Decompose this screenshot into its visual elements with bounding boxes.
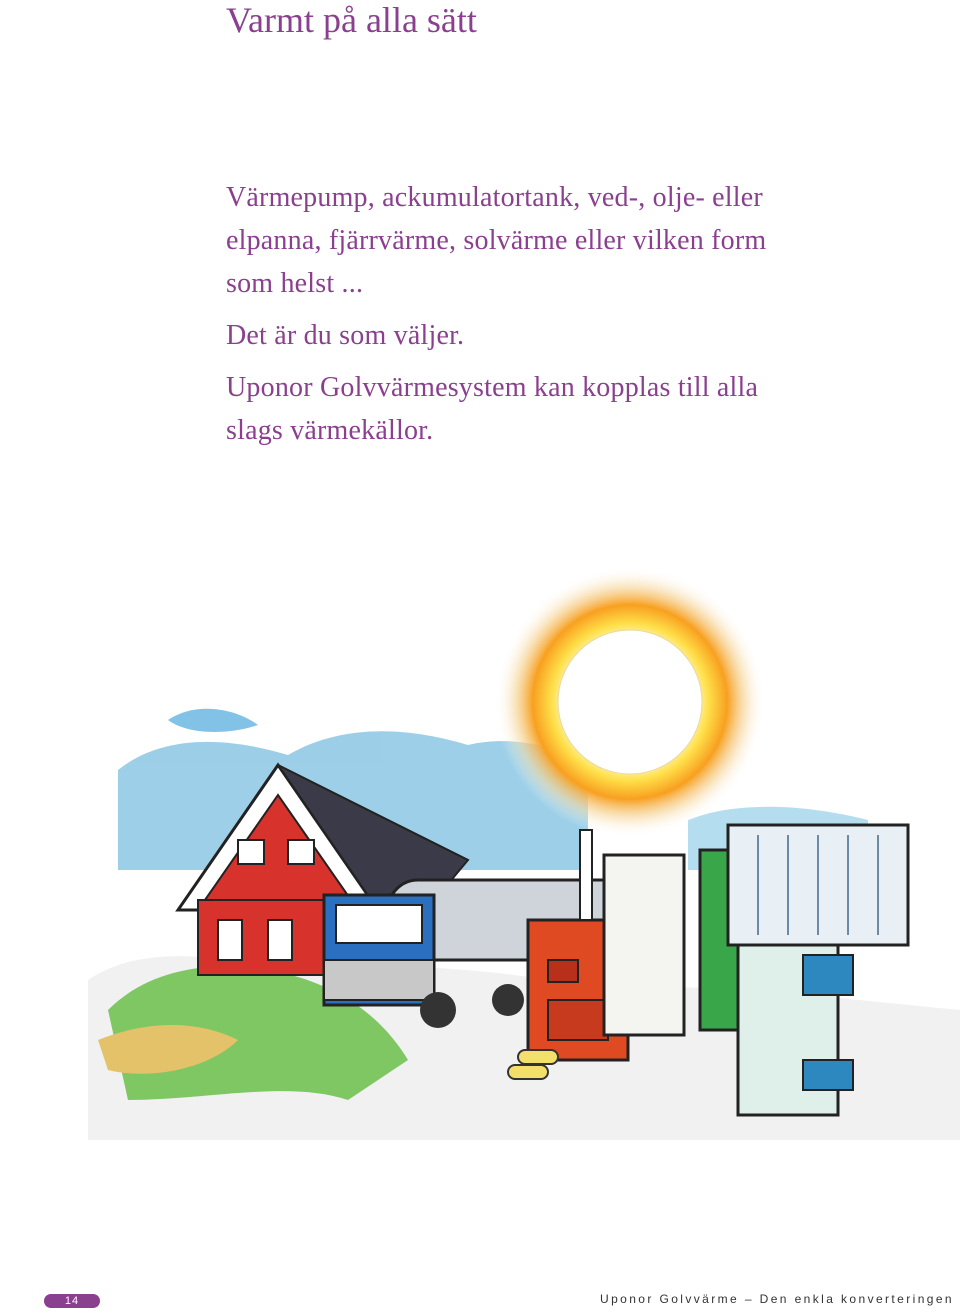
- text-line: Uponor Golvvärmesystem kan kopplas till alla: [226, 372, 759, 403]
- intro-paragraph: [226, 176, 766, 305]
- heat-pump-icon: [738, 945, 853, 1115]
- page-number-badge: 14: [44, 1294, 100, 1308]
- choice-paragraph: [226, 314, 464, 357]
- accumulator-tank-icon: [604, 855, 684, 1035]
- text-line: som helst ...: [226, 268, 364, 299]
- radiator-icon: [728, 825, 908, 945]
- text-line: slags värmekällor.: [226, 415, 434, 446]
- text-line: elpanna, fjärrvärme, solvärme eller vilken form: [226, 225, 767, 256]
- text-line: Det är du som väljer.: [226, 320, 465, 351]
- heating-sources-illustration-icon: [88, 540, 960, 1160]
- footer-text: Uponor Golvvärme – Den enkla konverteringen: [600, 1292, 954, 1306]
- text-line: Värmepump, ackumulatortank, ved-, olje- eller: [226, 182, 763, 213]
- system-paragraph: [226, 366, 758, 452]
- page-title: Varmt på alla sätt: [226, 0, 477, 40]
